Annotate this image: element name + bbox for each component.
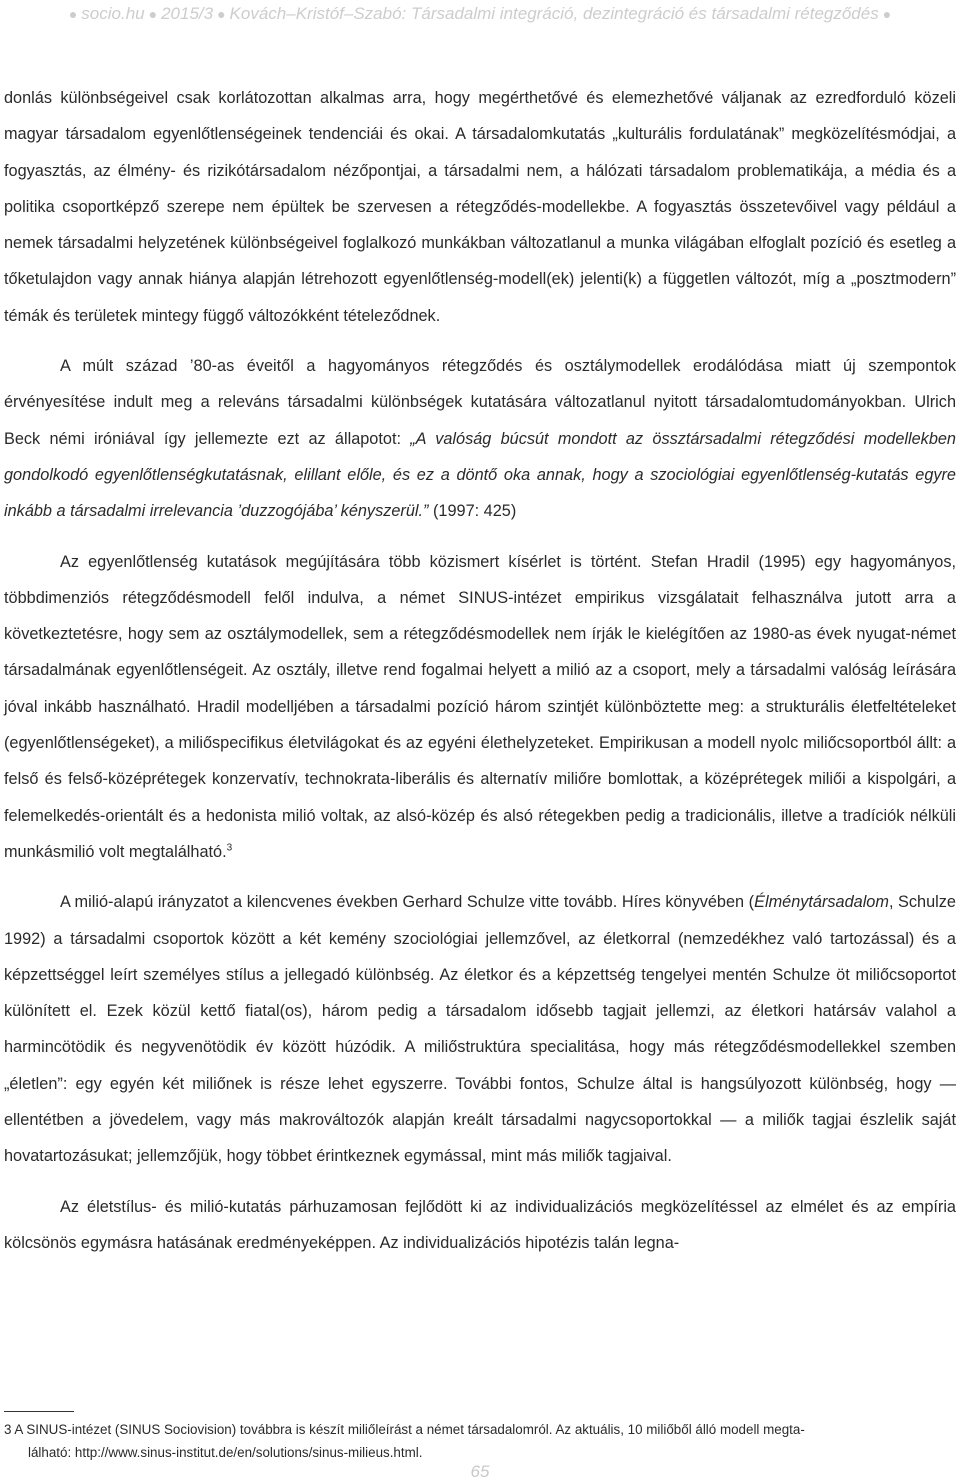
paragraph-2-text: A múlt század ’80-as éveitől a hagyományos rétegződés és osztálymodellek erodálódása miatt új szempontok érvényesítése indult meg a releváns társadalmi különbségek kutatására változatlanul nyitott társadalomtudományokban. Ulrich Beck némi iróniával így jellemezte ezt az állapotot: xyxy=(4,357,956,448)
book-title: Élménytársadalom xyxy=(754,893,889,912)
bullet-icon: ● xyxy=(148,6,158,22)
footnote-line-2[interactable]: lálható: http://www.sinus-institut.de/en/solutions/sinus-milieus.html. xyxy=(28,1445,423,1460)
beck-quote: „A valóság búcsút mondott az össztársadalmi rétegződési modellekben gondolkodó egyenlőtlenségkutatásnak, elillant előle, és ez a döntő oka annak, hogy a szociológiai egyenlőtlenség-kutatás egyre inkább a társadalmi irrelevancia ’duzzogójába’ kényszerül.” xyxy=(4,429,956,521)
article-body xyxy=(4,80,956,1261)
footnote xyxy=(4,1418,954,1464)
bullet-icon: ● xyxy=(217,6,226,22)
page-number: 65 xyxy=(470,1462,490,1481)
bullet-icon: ● xyxy=(68,6,78,22)
paragraph-4-text-b: , Schulze 1992) a társadalmi csoportok között a két kemény szociológiai jellemzővel, az életkorral (nemzedékhez való tartozással) és a képzettséggel leírt személyes stílus a jellegadó különbség. Az életkor és a képzettség tengelyei mentén Schulze öt miliőcsoportot különített el. Ezek közül kettő fiatal(os), három pedig a társadalom idősebb tagjait jellemzi, az életkori határsáv valahol a harmincötödik és negyvenötödik év között húzódik. A miliőstruktúra specialitása, hogy más rétegződésmodellekkel szemben „életlen”: egy egyén két miliőnek is része lehet egyszerre. További fontos, Schulze által is hangsúlyozott különbség, hogy — ellentétben a jövedelem, vagy más makrováltozók alapján kreált társadalmi nagycsoportokkal — a miliők tagjai észlelik saját hovatartozásukat; jellemzőjük, hogy többet érintkeznek egymással, mint más miliők tagjaival. xyxy=(4,893,956,1166)
quote-citation: (1997: 425) xyxy=(428,502,517,521)
paragraph-2 xyxy=(4,348,956,529)
running-header xyxy=(0,2,960,26)
footnote-divider xyxy=(4,1411,74,1412)
paragraph-4-text-a: A milió-alapú irányzatot a kilencvenes években Gerhard Schulze vitte tovább. Híres könyvében ( xyxy=(60,893,755,912)
header-authors-title: Kovách–Kristóf–Szabó: Társadalmi integráció, dezintegráció és társadalmi rétegződés xyxy=(229,4,879,23)
header-issue: 2015/3 xyxy=(161,4,214,23)
footnote-line-1: 3 A SINUS-intézet (SINUS Sociovision) továbbra is készít miliőleírást a német társadalomról. Az aktuális, 10 miliőből álló modell megta- xyxy=(4,1422,805,1437)
paragraph-5: Az életstílus- és milió-kutatás párhuzamosan fejlődött ki az individualizációs megközelítéssel az elmélet és az empíria kölcsönös egymásra hatásának eredményeképpen. Az individualizációs hipotézis talán legna- xyxy=(4,1197,956,1252)
bullet-icon: ● xyxy=(882,6,892,22)
header-site: socio.hu xyxy=(81,4,145,23)
paragraph-3-text: Az egyenlőtlenség kutatások megújítására több közismert kísérlet is történt. Stefan Hradil (1995) egy hagyományos, többdimenziós rétegződésmodell felől indulva, a német SINUS-intézet empirikus vizsgálatait felhasználva jutott arra a következtetésre, hogy sem az osztálymodellek, sem a rétegződésmodellek nem írják le kielégítően az 1980-as évek nyugat-német társadalmának egyenlőtlenségeit. Az osztály, illetve rend fogalmai helyett a milió az a csoport, mely a társadalmi valóság leírására jóval inkább használható. Hradil modelljében a társadalmi pozíció három szintjét különböztette meg: a strukturális életfeltételeket (egyenlőtlenségeket), a miliőspecifikus életvilágokat és az egyéni élethelyzeteket. Empirikusan a modell nyolc miliőcsoportból állt: a felső és felső-középrétegek konzervatív, technokrata-liberális és alternatív miliőre bomlottak, a középrétegek miliői a kispolgári, a felemelkedés-orientált és a hedonista milió voltak, az alsó-közép és alsó rétegekben pedig a tradicionális, illetve a tradíciók nélküli munkásmilió volt megtalálható. xyxy=(4,552,956,861)
paragraph-4 xyxy=(4,884,956,1174)
paragraph-3 xyxy=(4,544,956,871)
paragraph-1: donlás különbségeivel csak korlátozottan alkalmas arra, hogy megérthetővé és elemezhetővé váljanak az ezredforduló közeli magyar társadalom egyenlőtlenségeinek tendenciái és okai. A társadalomkutatás „kulturális fordulatának” megközelítésmódjai, a fogyasztás, az élmény- és rizikótársadalom nézőpontjai, a társadalmi nem, a hálózati társadalom problematikája, a média és a politika csoportképző szerepe nem épültek be szervesen a rétegződés-modellekbe. A fogyasztás összetevőivel vagy például a nemek társadalmi helyzetének különbségeivel foglalkozó munkákban változatlanul a munka világában elfoglalt pozíció és esetleg a tőketulajdon vagy annak hiánya alapján létrehozott egyenlőtlenség-modell(ek) jelenti(k) a független változót, míg a „posztmodern” témák és területek mintegy függő változókként tételeződnek. xyxy=(4,89,956,325)
footnote-reference[interactable]: 3 xyxy=(226,842,233,854)
